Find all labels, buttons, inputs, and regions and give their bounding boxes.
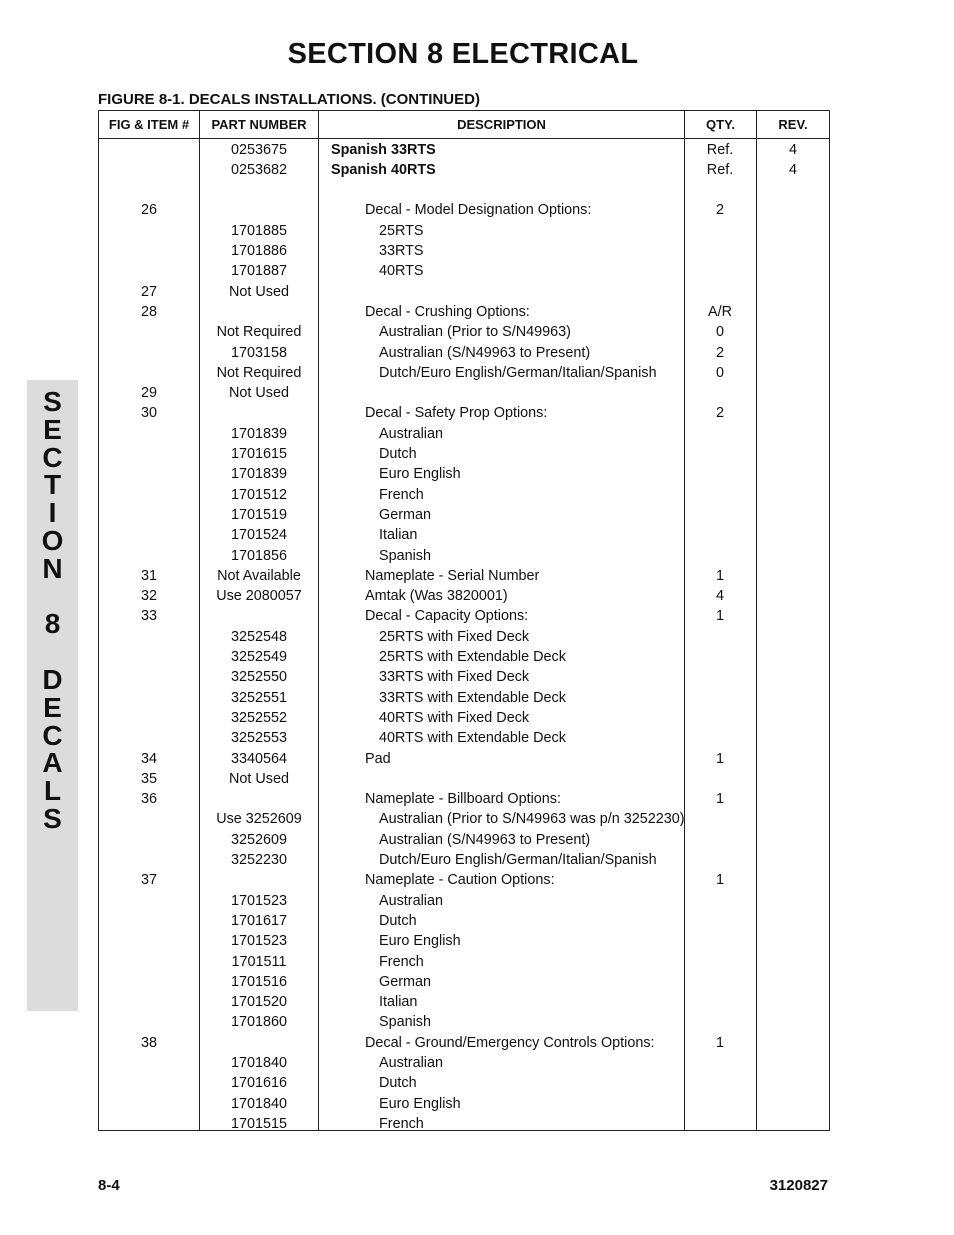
table-row xyxy=(99,444,829,464)
part-number-cell: Not Required xyxy=(216,364,302,381)
description-cell: Spanish xyxy=(379,547,432,564)
description-cell: Australian xyxy=(379,425,443,442)
part-number-cell: 1701519 xyxy=(230,506,288,523)
side-tab-char: O xyxy=(41,524,64,556)
table-row xyxy=(99,383,829,403)
part-number-cell: Not Used xyxy=(229,770,289,787)
part-number-cell: 3252609 xyxy=(230,831,288,848)
qty-cell: 4 xyxy=(715,588,724,605)
table-row xyxy=(99,505,829,525)
description-cell: 40RTS with Extendable Deck xyxy=(379,730,566,747)
description-cell: Euro English xyxy=(379,466,461,483)
description-cell: Italian xyxy=(379,994,418,1011)
side-tab-char: E xyxy=(43,413,62,445)
part-number-cell: 3252548 xyxy=(230,628,288,645)
side-tab-char: N xyxy=(42,552,63,584)
table-row xyxy=(99,647,829,667)
header-fig-item: FIG & ITEM # xyxy=(108,117,190,132)
description-cell: Pad xyxy=(365,750,391,767)
side-tab-char: S xyxy=(43,802,62,834)
description-cell: Australian xyxy=(379,892,443,909)
description-cell: Australian (Prior to S/N49963) xyxy=(379,324,571,341)
fig-item-cell: 27 xyxy=(140,283,157,300)
part-number-cell: 1701840 xyxy=(230,1055,288,1071)
part-number-cell: 1701512 xyxy=(230,486,288,503)
description-cell: French xyxy=(379,486,424,503)
description-cell: 40RTS xyxy=(379,263,424,280)
table-row xyxy=(99,140,829,160)
part-number-cell: Use 3252609 xyxy=(216,811,302,828)
part-number-cell: Not Used xyxy=(229,385,289,402)
table-row xyxy=(99,606,829,626)
part-number-cell: 3252230 xyxy=(230,852,288,868)
description-cell: Decal - Capacity Options: xyxy=(365,608,529,625)
description-cell: French xyxy=(379,953,424,970)
qty-cell: Ref. xyxy=(706,141,734,158)
part-number-cell: 1701839 xyxy=(230,466,288,483)
table-row xyxy=(99,302,829,322)
side-tab-char xyxy=(27,638,78,666)
part-number-cell: 1701515 xyxy=(230,1115,288,1132)
qty-cell: 1 xyxy=(715,791,724,808)
fig-item-cell: 34 xyxy=(140,750,157,767)
description-cell: 40RTS with Fixed Deck xyxy=(379,709,530,726)
table-row xyxy=(99,1012,829,1032)
description-cell: Euro English xyxy=(379,1095,461,1112)
description-cell: Australian (S/N49963 to Present) xyxy=(379,344,591,361)
qty-cell: 2 xyxy=(715,344,724,361)
description-cell: Nameplate - Caution Options: xyxy=(365,872,555,889)
table-row xyxy=(99,546,829,566)
table-row xyxy=(99,261,829,281)
table-header xyxy=(99,111,829,139)
part-number-cell: 1701511 xyxy=(231,953,287,970)
table-row xyxy=(99,891,829,911)
side-tab-char: A xyxy=(42,747,63,779)
fig-item-cell: 32 xyxy=(140,588,157,605)
fig-item-cell: 37 xyxy=(140,872,157,889)
description-cell: 25RTS xyxy=(379,222,424,239)
table-row xyxy=(99,566,829,586)
table-row xyxy=(99,870,829,890)
part-number-cell: 1701524 xyxy=(230,527,288,544)
part-number-cell: 1701615 xyxy=(230,446,288,462)
side-tab-char: E xyxy=(43,691,62,723)
part-number-cell: 1701839 xyxy=(230,425,288,442)
fig-item-cell: 29 xyxy=(140,385,157,402)
description-cell: French xyxy=(379,1115,424,1132)
table-row xyxy=(99,241,829,261)
side-tab-char: C xyxy=(42,441,63,473)
table-row xyxy=(99,403,829,423)
page-number: 8-4 xyxy=(98,1177,120,1194)
parts-table xyxy=(98,110,830,1131)
fig-item-cell: 28 xyxy=(140,303,157,320)
section-title: SECTION 8 ELECTRICAL xyxy=(287,38,639,70)
table-row xyxy=(99,911,829,931)
qty-cell: 0 xyxy=(715,324,724,341)
side-tab-char: C xyxy=(42,719,63,751)
qty-cell: 2 xyxy=(715,202,724,219)
qty-cell: 1 xyxy=(715,1034,724,1051)
qty-cell: 2 xyxy=(715,405,724,422)
part-number-cell: 3252552 xyxy=(230,709,288,726)
document-number: 3120827 xyxy=(769,1177,828,1194)
description-cell: Dutch xyxy=(379,446,417,462)
table-row xyxy=(99,789,829,809)
description-cell: Spanish xyxy=(379,1014,432,1031)
qty-cell: A/R xyxy=(708,303,732,320)
description-cell: Spanish 33RTS xyxy=(331,141,436,158)
description-cell: Australian (Prior to S/N49963 was p/n 3252230) xyxy=(379,811,685,828)
description-cell: 33RTS xyxy=(379,243,424,259)
side-tab-char: L xyxy=(43,775,62,807)
qty-cell: 1 xyxy=(715,608,724,625)
rev-cell: 4 xyxy=(788,141,797,158)
table-row xyxy=(99,525,829,545)
side-tab-char: I xyxy=(48,497,57,529)
side-tab-char xyxy=(27,583,78,611)
header-qty: QTY. xyxy=(706,117,735,132)
qty-cell: 1 xyxy=(715,567,724,584)
table-row xyxy=(99,322,829,342)
table-row xyxy=(99,708,829,728)
part-number-cell: Not Required xyxy=(216,324,302,341)
figure-title: FIGURE 8-1. DECALS INSTALLATIONS. (CONTINUED) xyxy=(98,91,480,108)
part-number-cell: 1701856 xyxy=(230,547,288,564)
qty-cell: 1 xyxy=(715,750,724,767)
description-cell: Euro English xyxy=(379,933,461,950)
table-row xyxy=(99,180,829,200)
part-number-cell: 1701860 xyxy=(230,1014,288,1031)
fig-item-cell: 26 xyxy=(140,202,157,219)
table-row xyxy=(99,424,829,444)
part-number-cell: 1701520 xyxy=(230,994,288,1011)
fig-item-cell: 33 xyxy=(140,608,157,625)
part-number-cell: 1701516 xyxy=(230,973,288,990)
table-row xyxy=(99,464,829,484)
part-number-cell: 3252549 xyxy=(230,649,288,665)
fig-item-cell: 31 xyxy=(140,567,157,584)
part-number-cell: 3252551 xyxy=(230,689,288,706)
side-tab-char: S xyxy=(43,386,62,417)
description-cell: 25RTS with Extendable Deck xyxy=(379,649,566,665)
part-number-cell: Not Used xyxy=(229,283,289,300)
table-row xyxy=(99,221,829,241)
description-cell: Decal - Ground/Emergency Controls Options: xyxy=(365,1034,655,1051)
part-number-cell: 1701616 xyxy=(230,1075,288,1092)
part-number-cell: 1701886 xyxy=(230,243,288,259)
table-row xyxy=(99,830,829,850)
part-number-cell: 1701887 xyxy=(230,263,288,280)
part-number-cell: 1701617 xyxy=(230,912,288,929)
table-row xyxy=(99,749,829,769)
table-row xyxy=(99,282,829,302)
part-number-cell: 1701523 xyxy=(230,892,288,909)
description-cell: 33RTS with Fixed Deck xyxy=(379,669,530,686)
description-cell: Spanish 40RTS xyxy=(331,161,436,178)
description-cell: Decal - Crushing Options: xyxy=(365,303,530,320)
part-number-cell: 3252553 xyxy=(230,730,288,747)
description-cell: Nameplate - Billboard Options: xyxy=(365,791,561,808)
fig-item-cell: 36 xyxy=(140,791,157,808)
table-row xyxy=(99,627,829,647)
table-row xyxy=(99,1094,829,1114)
table-row xyxy=(99,343,829,363)
table-row xyxy=(99,769,829,789)
description-cell: Nameplate - Serial Number xyxy=(365,567,540,584)
part-number-cell: 1701523 xyxy=(230,933,288,950)
table-row xyxy=(99,972,829,992)
header-rev: REV. xyxy=(778,117,808,132)
description-cell: Decal - Safety Prop Options: xyxy=(365,405,548,422)
description-cell: Dutch/Euro English/German/Italian/Spanish xyxy=(379,364,657,381)
table-row xyxy=(99,809,829,829)
table-row xyxy=(99,485,829,505)
table-row xyxy=(99,952,829,972)
section-side-tab xyxy=(27,380,78,1011)
table-row xyxy=(99,688,829,708)
qty-cell: Ref. xyxy=(706,161,734,178)
description-cell: 25RTS with Fixed Deck xyxy=(379,628,530,645)
table-row xyxy=(99,992,829,1012)
table-row xyxy=(99,931,829,951)
side-tab-char: T xyxy=(43,469,62,501)
description-cell: 33RTS with Extendable Deck xyxy=(379,689,566,706)
header-part-number: PART NUMBER xyxy=(211,117,307,132)
description-cell: Dutch xyxy=(379,1075,417,1092)
qty-cell: 0 xyxy=(715,364,724,381)
description-cell: German xyxy=(379,973,431,990)
fig-item-cell: 30 xyxy=(140,405,157,422)
table-row xyxy=(99,1033,829,1053)
table-row xyxy=(99,728,829,748)
table-row xyxy=(99,200,829,220)
side-tab-char: D xyxy=(42,663,63,695)
part-number-cell: 0253675 xyxy=(230,141,288,158)
part-number-cell: 0253682 xyxy=(230,161,288,178)
side-tab-char: 8 xyxy=(44,608,61,640)
header-description: DESCRIPTION xyxy=(457,117,546,132)
table-row xyxy=(99,586,829,606)
table-row xyxy=(99,363,829,383)
description-cell: Australian xyxy=(379,1055,443,1071)
description-cell: Amtak (Was 3820001) xyxy=(365,588,508,605)
qty-cell: 1 xyxy=(715,872,724,889)
part-number-cell: Use 2080057 xyxy=(216,588,302,605)
table-row xyxy=(99,1114,829,1134)
table-row xyxy=(99,1073,829,1093)
description-cell: Australian (S/N49963 to Present) xyxy=(379,831,591,848)
part-number-cell: 1701885 xyxy=(230,222,288,239)
table-row xyxy=(99,667,829,687)
part-number-cell: 3340564 xyxy=(230,750,288,767)
part-number-cell: 3252550 xyxy=(230,669,288,686)
part-number-cell: 1701840 xyxy=(230,1095,288,1112)
side-tab-text xyxy=(27,388,78,833)
description-cell: Dutch/Euro English/German/Italian/Spanish xyxy=(379,852,657,868)
table-row xyxy=(99,160,829,180)
description-cell: Decal - Model Designation Options: xyxy=(365,202,592,219)
rev-cell: 4 xyxy=(788,161,797,178)
table-row xyxy=(99,1053,829,1073)
description-cell: German xyxy=(379,506,431,523)
fig-item-cell: 35 xyxy=(140,770,157,787)
part-number-cell: 1703158 xyxy=(230,344,288,361)
description-cell: Italian xyxy=(379,527,418,544)
description-cell: Dutch xyxy=(379,912,417,929)
fig-item-cell: 38 xyxy=(140,1034,157,1051)
table-row xyxy=(99,850,829,870)
part-number-cell: Not Available xyxy=(217,567,301,584)
